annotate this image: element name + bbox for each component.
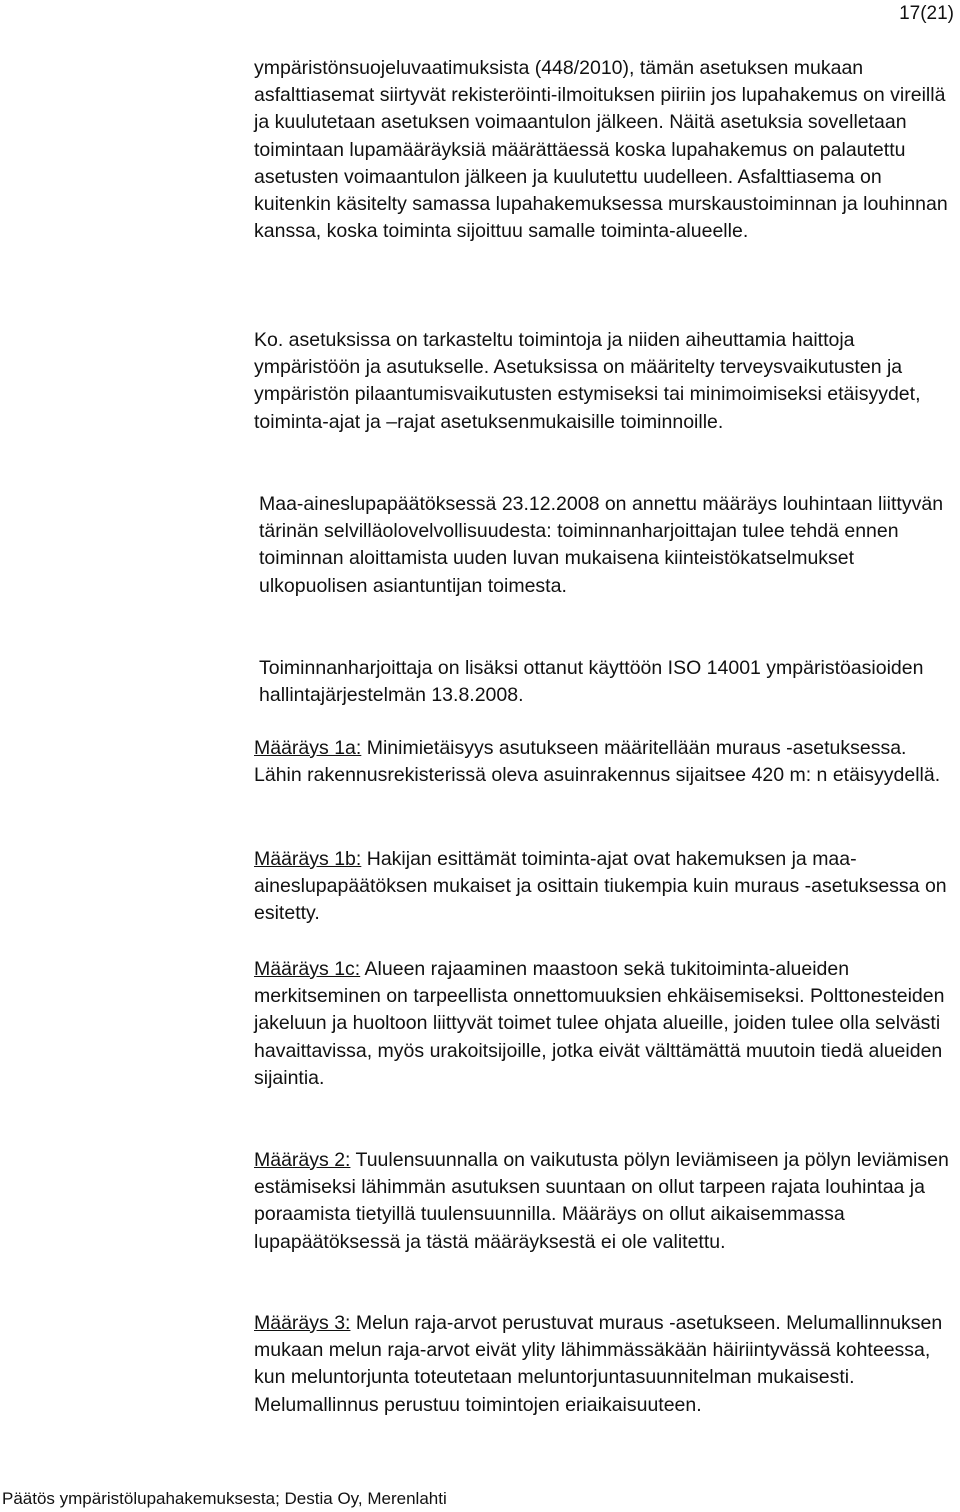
regulation-label: Määräys 2: bbox=[254, 1149, 351, 1171]
regulation-text bbox=[254, 846, 954, 928]
document-footer: Päätös ympäristölupahakemuksesta; Destia Oy, Merenlahti bbox=[2, 1489, 447, 1508]
paragraph-text: Toiminnanharjoittaja on lisäksi ottanut käyttöön ISO 14001 ympäristöasioiden hallintajärjestelmän 13.8.2008. bbox=[259, 657, 924, 707]
regulation-3 bbox=[254, 1310, 954, 1419]
regulation-1b bbox=[254, 846, 954, 928]
paragraph-asetukset-intro bbox=[254, 55, 954, 245]
paragraph-maa-aineslupa bbox=[259, 491, 959, 600]
regulation-2 bbox=[254, 1147, 954, 1256]
regulation-text bbox=[254, 735, 954, 789]
paragraph-asetusten-tarkastelu bbox=[254, 327, 954, 436]
page-number: 17(21) bbox=[899, 3, 954, 24]
regulation-body: Hakijan esittämät toiminta-ajat ovat hakemuksen ja maa-aineslupapäätöksen mukaiset ja osittain tiukempia kuin muraus -asetuksessa on esitetty. bbox=[254, 848, 947, 925]
regulation-label: Määräys 1c: bbox=[254, 958, 361, 980]
regulation-text bbox=[254, 956, 954, 1092]
regulation-label: Määräys 1b: bbox=[254, 848, 362, 870]
regulation-body: Alueen rajaaminen maastoon sekä tukitoiminta-alueiden merkitseminen on tarpeellista onnettomuuksien ehkäisemiseksi. Polttonesteiden jakeluun ja huoltoon liittyvät toimet tulee ohjata alueille, joiden tulee olla selvästi havaittavissa, myös urakoitsijoille, jotka eivät välttämättä muutoin tiedä alueiden sijaintia. bbox=[254, 958, 945, 1089]
regulation-body: Melun raja-arvot perustuvat muraus -asetukseen. Melumallinnuksen mukaan melun raja-arvot eivät ylity lähimmässäkään häiriintyvässä kohteessa, kun meluntorjunta toteutetaan meluntorjuntasuunnitelman mukaisesti. Melumallinnus perustuu toimintojen eriaikaisuuteen. bbox=[254, 1312, 943, 1416]
paragraph-iso-14001 bbox=[259, 655, 959, 709]
regulation-label: Määräys 3: bbox=[254, 1312, 351, 1334]
regulation-1a bbox=[254, 735, 954, 789]
paragraph-text: Maa-aineslupapäätöksessä 23.12.2008 on annettu määräys louhintaan liittyvän tärinän selvilläolovelvollisuudesta: toiminnanharjoittajan tulee tehdä ennen toiminnan aloittamista uuden luvan mukaisena kiinteistökatselmukset ulkopuolisen asiantuntijan toimesta. bbox=[259, 493, 944, 597]
regulation-label: Määräys 1a: bbox=[254, 737, 362, 759]
regulation-text bbox=[254, 1147, 954, 1256]
regulation-text bbox=[254, 1310, 954, 1419]
regulation-body: Tuulensuunnalla on vaikutusta pölyn leviämiseen ja pölyn leviämisen estämiseksi lähimmän asutuksen suuntaan on ollut tarpeen rajata louhintaa ja poraamista tietyillä tuulensuunnilla. Määräys on ollut aikaisemmassa lupapäätöksessä ja tästä määräyksestä ei ole valitettu. bbox=[254, 1149, 949, 1253]
paragraph-text: Ko. asetuksissa on tarkasteltu toimintoja ja niiden aiheuttamia haittoja ympäristöön ja asutukselle. Asetuksissa on määritelty terveysvaikutusten ja ympäristön pilaantumisvaikutusten estymiseksi tai minimoimiseksi etäisyydet, toiminta-ajat ja –rajat asetuksenmukaisille toiminnoille. bbox=[254, 329, 921, 433]
paragraph-text: ympäristönsuojeluvaatimuksista (448/2010), tämän asetuksen mukaan asfalttiasemat siirtyvät rekisteröinti-ilmoituksen piiriin jos lupahakemus on vireillä ja kuulutetaan asetuksen voimaantulon jälkeen. Näitä asetuksia sovelletaan toimintaan lupamääräyksiä määrättäessä koska lupahakemus on palautettu asetusten voimaantulon jälkeen ja kuulutettu uudelleen. Asfalttiasema on kuitenkin käsitelty samassa lupahakemuksessa murskaustoiminnan ja louhinnan kanssa, koska toiminta sijoittuu samalle toiminta-alueelle. bbox=[254, 57, 948, 243]
regulation-body: Minimietäisyys asutukseen määritellään muraus -asetuksessa. Lähin rakennusrekisterissä oleva asuinrakennus sijaitsee 420 m: n etäisyydellä. bbox=[254, 737, 941, 787]
regulation-1c bbox=[254, 956, 954, 1092]
